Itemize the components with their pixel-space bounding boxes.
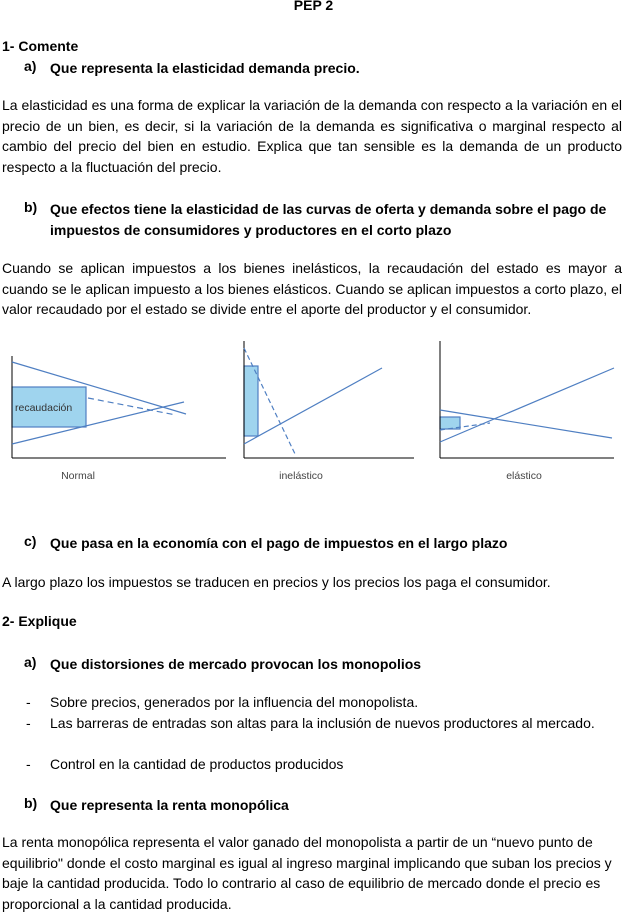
question-1b-letter: b) bbox=[24, 199, 38, 215]
chart-inelastic bbox=[244, 341, 414, 482]
question-2a-text: Que distorsiones de mercado provocan los monopolios bbox=[50, 656, 422, 672]
list-item-text: Sobre precios, generados por la influencia del monopolista. bbox=[50, 694, 419, 710]
section-1-heading: 1- Comente bbox=[2, 38, 79, 54]
tax-revenue-label: recaudación bbox=[15, 402, 73, 414]
caption-elastic: elástico bbox=[506, 470, 542, 482]
answer-1a: La elasticidad es una forma de explicar la variación de la demanda con respecto a la variación en el precio de un bien, es decir, si la variación de la demanda es significativa o marginal respecto al cambio del precio del bien en estudio. Explica que tan sensible es la demanda de un producto respecto a la fluctuación del precio. bbox=[2, 97, 622, 175]
question-1a-letter: a) bbox=[24, 58, 37, 74]
answer-2b: La renta monopólica representa el valor ganado del monopolista a partir de un “nuevo punto de equilibrio" donde el costo marginal es igual al ingreso marginal implicando que suban los precios y baje la cantidad producida. Todo lo contrario al caso de equilibrio de mercado donde el precio es proporcional a la cantidad producida. bbox=[2, 834, 612, 912]
section-2-heading: 2- Explique bbox=[2, 613, 77, 629]
caption-inelastic: inelástico bbox=[279, 470, 323, 482]
supply-curve bbox=[244, 368, 382, 444]
question-1a-text: Que representa la elasticidad demanda precio. bbox=[50, 60, 360, 76]
chart-normal bbox=[12, 356, 226, 482]
answer-1c: A largo plazo los impuestos se traducen en precios y los precios los paga el consumidor. bbox=[2, 574, 551, 590]
demand-curve bbox=[440, 410, 612, 438]
document-title: PEP 2 bbox=[293, 0, 334, 13]
supply-curve bbox=[440, 368, 614, 442]
question-1b-text: Que efectos tiene la elasticidad de las curvas de oferta y demanda sobre el pago de impuestos de consumidores y productores en el corto plazo bbox=[50, 201, 607, 238]
answer-1b: Cuando se aplican impuestos a los bienes inelásticos, la recaudación del estado es mayor a cuando se le aplican impuesto a los bienes elásticos. Cuando se aplican impuestos a corto plazo, el valor recaudado por el estado se divide entre el aporte del productor y el consumidor. bbox=[2, 260, 622, 317]
list-item-text: Las barreras de entradas son altas para la inclusión de nuevos productores al mercado. bbox=[50, 715, 595, 731]
question-1c-text: Que pasa en la economía con el pago de impuestos en el largo plazo bbox=[50, 535, 508, 551]
list-item-text: Control en la cantidad de productos producidos bbox=[50, 756, 344, 772]
question-2b-text: Que representa la renta monopólica bbox=[50, 797, 289, 813]
chart-elastic bbox=[440, 341, 614, 482]
elasticity-tax-figure bbox=[0, 338, 627, 490]
tax-revenue-area bbox=[244, 366, 258, 436]
question-2b-letter: b) bbox=[24, 795, 38, 811]
question-2a-letter: a) bbox=[24, 654, 37, 670]
caption-normal: Normal bbox=[61, 470, 95, 482]
question-1c-letter: c) bbox=[24, 533, 37, 549]
document-page: PEP 2 1- Comente a) Que representa la elasticidad demanda precio. La elasticidad es una forma de explicar la variación de la demanda con respecto a la variación en el precio de un bien, es decir, si la variación de la demanda es significativa o marginal respecto al cambio del precio del bien en estudio. Explica que tan sensible es la demanda de un producto respecto a la fluctuación del precio. b) Que efectos tiene la elasticidad de las curvas de oferta y demanda sobre el pago de impuestos de consumidores y productores en el corto plazo Cuando se aplican impuestos a los bienes inelásticos, la recaudación del estado es mayor a cuando se le aplican impuesto a los bienes elásticos. Cuando se aplican impuestos a corto plazo, el valor recaudado por el estado se divide entre el aporte del productor y el consumidor. recaudación Normal inelástico elástico c) Que pasa en la economía con el pago de impuestos en el largo plazo A largo plazo los impuestos se traducen en precios y los precios los paga el consumidor. 2- Explique a) Que distorsiones de mercado provocan los monopolios - Sobre precios, generados por la influencia del monopolista. - Las barreras de entradas son altas para la inclusión de nuevos productores al mercado. - Control en la cantidad de productos producidos b) Que representa la renta monopólica La renta monopólica representa el valor ganado del monopolista a partir de un “nuevo punto de equilibrio" donde el costo marginal es igual al ingreso marginal implicando que suban los precios y baje la cantidad producida. Todo lo contrario al caso de equilibrio de mercado donde el precio es proporcional a la cantidad producida. bbox=[0, 0, 627, 913]
